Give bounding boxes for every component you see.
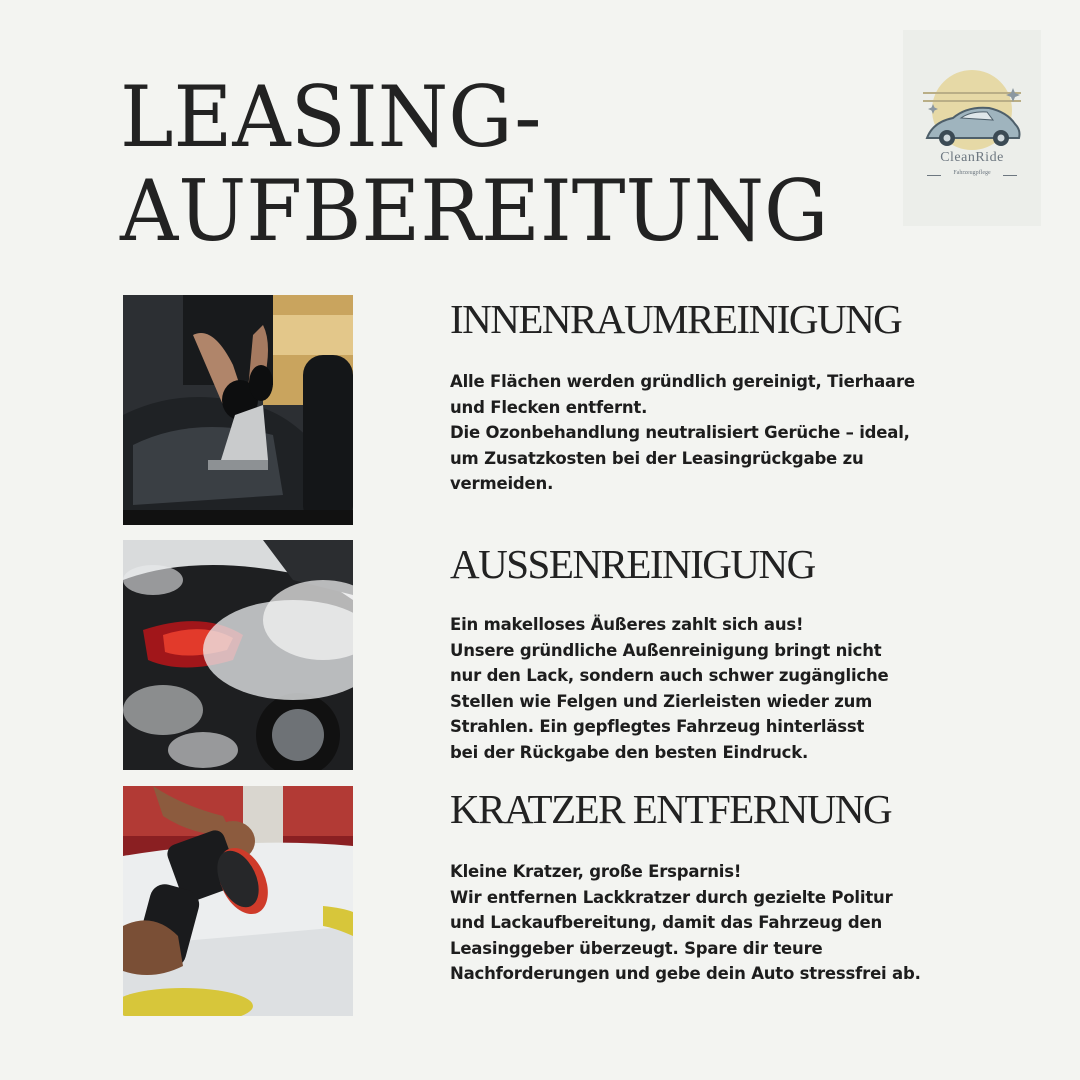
body-line: Unsere gründliche Außenreinigung bringt nicht bbox=[450, 640, 882, 660]
brand-logo bbox=[903, 30, 1041, 226]
body-line: Leasinggeber überzeugt. Spare dir teure bbox=[450, 938, 823, 958]
body-line: nur den Lack, sondern auch schwer zugängliche bbox=[450, 666, 889, 685]
body-line: Ein makelloses Äußeres zahlt sich aus! bbox=[450, 615, 804, 634]
body-line: Strahlen. Ein gepflegtes Fahrzeug hinterlässt bbox=[450, 717, 865, 736]
section-body-exterior bbox=[450, 612, 1050, 765]
logo-name: CleanRide bbox=[940, 150, 1004, 165]
interior-cleaning-photo bbox=[123, 295, 353, 525]
body-line: und Flecken entfernt. bbox=[450, 397, 648, 417]
title-line-1: LEASING- bbox=[120, 68, 542, 166]
car-logo-icon bbox=[903, 30, 1041, 226]
exterior-wash-photo bbox=[123, 540, 353, 770]
body-line: Alle Flächen werden gründlich gereinigt, Tierhaare bbox=[450, 372, 915, 391]
section-body-interior bbox=[450, 369, 1050, 497]
section-title-exterior: AUSSENREINIGUNG bbox=[450, 541, 815, 587]
page-title bbox=[120, 70, 828, 258]
scratch-polishing-photo bbox=[123, 786, 353, 1016]
body-line: und Lackaufbereitung, damit das Fahrzeug den bbox=[450, 913, 883, 932]
body-line: Kleine Kratzer, große Ersparnis! bbox=[450, 862, 742, 881]
logo-tagline: Fahrzeugpflege bbox=[953, 170, 991, 176]
body-line: vermeiden. bbox=[450, 474, 554, 493]
body-line: Wir entfernen Lackkratzer durch gezielte Politur bbox=[450, 887, 893, 907]
body-line: Die Ozonbehandlung neutralisiert Gerüche – ideal, bbox=[450, 423, 910, 442]
section-title-interior: INNENRAUMREINIGUNG bbox=[450, 296, 902, 342]
body-line: bei der Rückgabe den besten Eindruck. bbox=[450, 742, 809, 762]
body-line: um Zusatzkosten bei der Leasingrückgabe zu bbox=[450, 448, 864, 468]
body-line: Nachforderungen und gebe dein Auto stressfrei ab. bbox=[450, 964, 921, 983]
body-line: Stellen wie Felgen und Zierleisten wieder zum bbox=[450, 691, 873, 711]
section-title-scratch: KRATZER ENTFERNUNG bbox=[450, 786, 892, 832]
section-body-scratch bbox=[450, 859, 1050, 987]
title-line-2: AUFBEREITUNG bbox=[120, 162, 829, 260]
